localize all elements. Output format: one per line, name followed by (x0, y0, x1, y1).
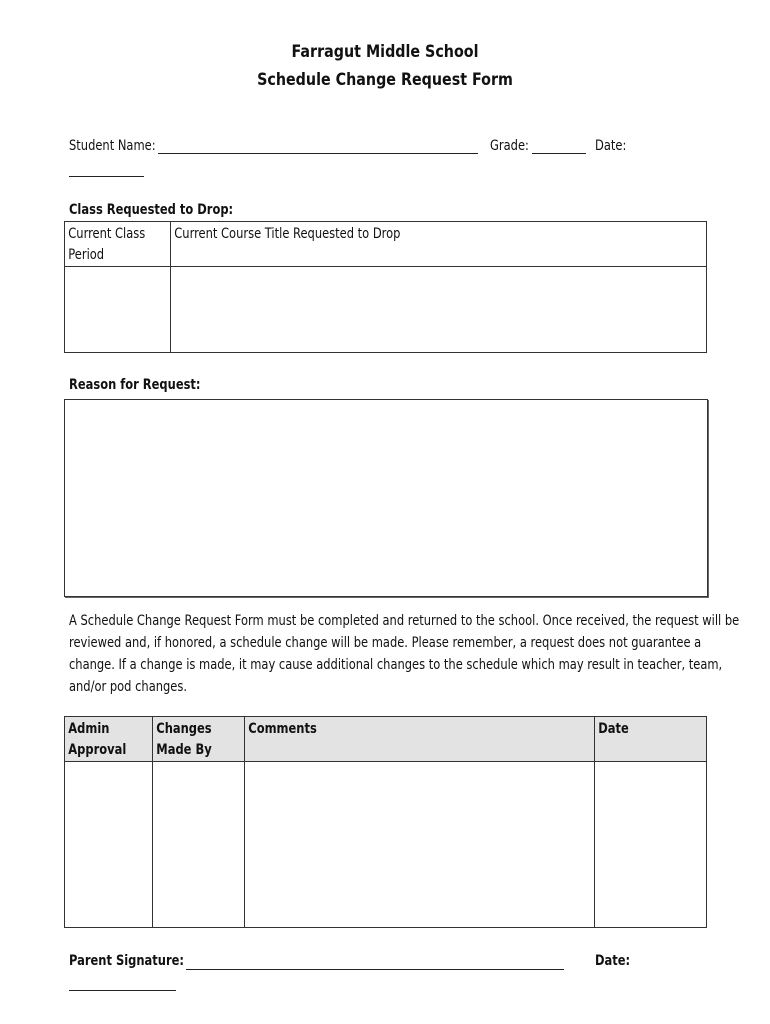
notice-line-3: change. If a change is made, it may cause additional changes to the schedule which may result in teacher, team, (69, 657, 723, 673)
notice-line-2: reviewed and, if honored, a schedule change will be made. Please remember, a request does not guarantee a (69, 635, 702, 651)
admin-approval-line2: Approval (68, 742, 127, 758)
comments-header-label: Comments (248, 721, 317, 737)
admin-approval-cell[interactable] (65, 762, 153, 928)
comments-header (245, 717, 595, 762)
admin-approval-header (65, 717, 153, 762)
date-cell[interactable] (595, 762, 707, 928)
course-input-cell[interactable] (171, 267, 707, 353)
changes-made-by-header (153, 717, 245, 762)
changes-made-by-line1: Changes (156, 721, 212, 737)
admin-approval-line1: Admin (68, 721, 110, 737)
notice-paragraph (69, 610, 740, 698)
student-name-field[interactable] (158, 153, 478, 154)
school-name: Farragut Middle School (291, 42, 479, 62)
notice-line-4: and/or pod changes. (69, 679, 187, 695)
period-header-cell (65, 222, 171, 267)
form-title: Schedule Change Request Form (257, 70, 513, 90)
period-input-cell[interactable] (65, 267, 171, 353)
notice-line-1: A Schedule Change Request Form must be completed and returned to the school. Once received, the request will be (69, 613, 740, 629)
period-header-line1: Current Class (68, 226, 146, 242)
reason-textbox[interactable] (64, 399, 708, 597)
reason-heading: Reason for Request: (69, 377, 201, 393)
grade-field[interactable] (532, 153, 586, 154)
period-header-line2: Period (68, 247, 105, 263)
date-field[interactable] (69, 176, 144, 177)
form-header (0, 38, 770, 94)
changes-made-by-line2: Made By (156, 742, 212, 758)
signature-date-label: Date: (595, 953, 631, 969)
drop-section-heading: Class Requested to Drop: (69, 202, 234, 218)
drop-class-table (64, 221, 707, 353)
course-header-cell (171, 222, 707, 267)
admin-table (64, 716, 707, 928)
parent-signature-field[interactable] (186, 969, 564, 970)
student-name-label: Student Name: (69, 138, 156, 154)
date-header-label: Date (598, 721, 629, 737)
grade-label: Grade: (490, 138, 529, 154)
comments-cell[interactable] (245, 762, 595, 928)
course-header: Current Course Title Requested to Drop (174, 226, 401, 242)
date-header (595, 717, 707, 762)
signature-date-field[interactable] (69, 990, 176, 991)
changes-made-by-cell[interactable] (153, 762, 245, 928)
date-label: Date: (595, 138, 627, 154)
parent-signature-label: Parent Signature: (69, 953, 185, 969)
